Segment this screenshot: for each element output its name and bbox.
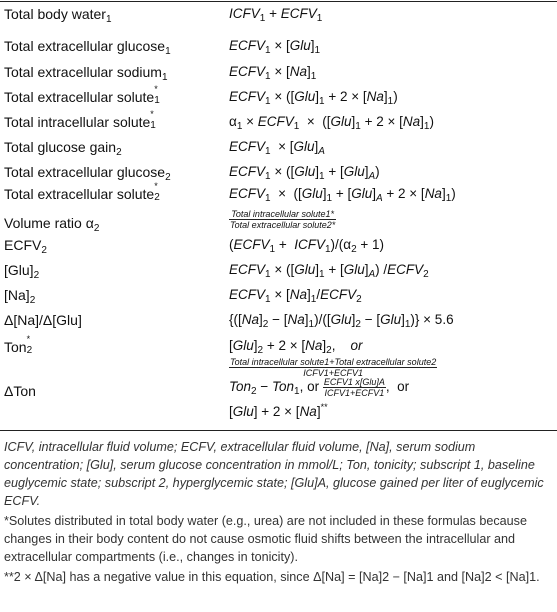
row-formula: $[Glu]_2 + 2 \times [Na]_2$, or [229, 338, 363, 356]
footnote-abbreviations: ICFV, intracellular fluid volume; ECFV, extracellular fluid volume, [Na], serum sodium concentration; [Glu], serum glucose concentration in mmol/L; Ton, tonicity; subscript 1, baseline euglycemic state; subscript 2, hyperglycemic state; [Glu]A, glucose gained per liter of euglycemic ECFV. [4, 440, 544, 508]
fraction-numerator: Total intracellular solute1+Total extracellular solute2 [230, 357, 437, 367]
row-label: Ton * 2 [4, 334, 33, 356]
row-label: Total intracellular solute * 1 [4, 109, 156, 131]
table-top-rule [0, 1, 557, 2]
row-formula: $ECFV_1 \times ([Glu]_1 + 2 \times [Na]_1)$ [229, 89, 398, 107]
fraction-numerator: Total intracellular solute1* [229, 209, 336, 220]
row-label: Total extracellular glucose$_2$ [4, 164, 171, 183]
footnote-star: *Solutes distributed in total body water (e.g., urea) are not included in these formulas because changes in their body content do not cause osmotic fluid shifts between the intracellular and extracellular compartments (i.e., changes in tonicity). [4, 514, 527, 564]
row-formula: $ECFV_1 \times ([Glu]_1 + [Glu]_A)$ $/ECFV_2$ [229, 262, 429, 280]
row-label: Total extracellular solute * 2 [4, 181, 160, 203]
row-label: Δ[Na]/Δ[Glu] [4, 312, 82, 328]
row-formula: $ICFV_1$ + $ECFV_1$ [229, 6, 323, 24]
row-label: Volume ratio $\alpha_2$ [4, 215, 100, 234]
table-bottom-rule [0, 430, 557, 431]
fraction-numerator: ECFV1 x[Glu]A [323, 377, 385, 387]
row-label: Total body water$_1$ [4, 6, 112, 25]
row-formula: $ECFV_1 \times [Glu]_A$ [229, 139, 325, 157]
fraction [229, 209, 336, 230]
fraction [323, 377, 386, 398]
fraction-denominator: Total extracellular solute2* [230, 220, 336, 230]
row-formula [229, 209, 336, 230]
table-footnotes [4, 438, 551, 588]
row-label: Total extracellular glucose$_1$ [4, 38, 171, 57]
row-label: $[Glu]_2$ [4, 262, 40, 281]
row-formula: $ECFV_1 \times ([Glu]_1 + [Glu]_A + 2 \times [Na]_1)$ [229, 186, 456, 204]
row-formula: Ton$_2$ − Ton$_1$, or $\frac{\text{ECFV1 x[Glu]A}}{\text{ICFV1+ECFV1}}$ , or [229, 377, 410, 398]
fraction-denominator: ICFV1+ECFV1 [303, 368, 363, 378]
row-formula-fraction [229, 357, 437, 378]
row-formula: $ECFV_1 \times [Na]_1$ [229, 64, 317, 82]
row-formula: $ECFV_1 \times [Glu]_1$ [229, 38, 321, 56]
row-formula: $ECFV_1$ × $[Na]_1/ECFV_2$ [229, 287, 362, 305]
row-formula-line2: [Glu] + 2 × [Na]** [229, 402, 328, 419]
row-label: ΔTon [4, 383, 36, 399]
row-formula: $\{([Na]_2 - [Na]_1)/([Glu]_2 - [Glu]_1)\} \times 5.6$ [229, 312, 454, 330]
row-label: Total extracellular sodium$_1$ [4, 64, 168, 83]
row-label: Total glucose gain$_2$ [4, 139, 122, 158]
row-label: $[Na]_2$ [4, 287, 36, 306]
row-formula: ($ECFV_1$ + $ICFV_1)/(\alpha_2 + 1)$ [229, 237, 385, 255]
fraction-denominator: ICFV1+ECFV1 [324, 388, 385, 398]
row-label: $ECFV_2$ [4, 237, 47, 256]
row-formula: $\alpha_1$ × $ECFV_1 \times ([Glu]_1 + 2 \times [Na]_1)$ [229, 114, 434, 132]
row-formula: $ECFV_1 \times ([Glu]_1 + [Glu]_A)$ [229, 164, 380, 182]
footnote-double-star: **2 × Δ[Na] has a negative value in this equation, since Δ[Na] = [Na]2 − [Na]1 and [Na]2 < [Na]1. [4, 570, 540, 584]
fraction [229, 357, 437, 378]
row-label: Total extracellular solute * 1 [4, 84, 160, 106]
